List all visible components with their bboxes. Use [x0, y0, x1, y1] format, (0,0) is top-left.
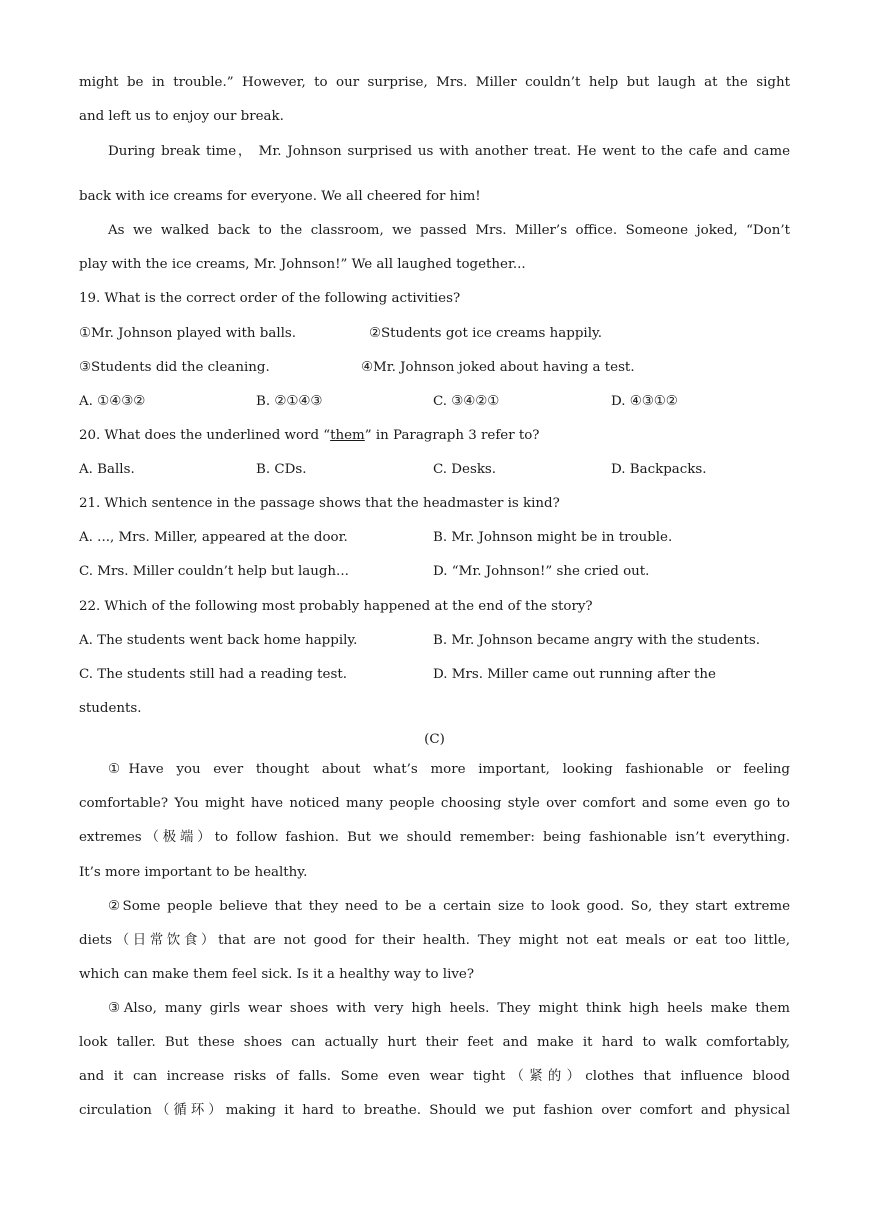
q20-underlined-word: them [330, 428, 365, 443]
passage-c-line: comfortable? You might have noticed many people choosing style over comfort and some even go to [79, 796, 790, 811]
passage-b-line: As we walked back to the classroom, we passed Mrs. Miller’s office. Someone joked, “Don’t [108, 223, 790, 238]
q19-item-2: ②Students got ice creams happily. [369, 326, 603, 341]
q19-option-b: B. ②①④③ [256, 394, 323, 409]
passage-b-line: might be in trouble.” However, to our surprise, Mrs. Miller couldn’t help but laugh at the sight [79, 75, 790, 90]
passage-b-line: back with ice creams for everyone. We all cheered for him! [79, 189, 481, 204]
question-21-stem: 21. Which sentence in the passage shows that the headmaster is kind? [79, 496, 560, 511]
q21-option-b: B. Mr. Johnson might be in trouble. [433, 530, 673, 545]
passage-c-line: diets（日常饮食）that are not good for their health. They might not eat meals or eat too little, [79, 933, 790, 948]
question-19-stem: 19. What is the correct order of the following activities? [79, 291, 461, 306]
q19-option-c: C. ③④②① [433, 394, 500, 409]
passage-c-line: circulation（循环）making it hard to breathe. Should we put fashion over comfort and physical [79, 1103, 790, 1118]
passage-c-line: look taller. But these shoes can actually hurt their feet and make it hard to walk comfortably, [79, 1035, 790, 1050]
q22-option-c: C. The students still had a reading test. [79, 667, 347, 682]
question-22-stem: 22. Which of the following most probably happened at the end of the story? [79, 599, 593, 614]
q21-option-a: A. ..., Mrs. Miller, appeared at the door. [79, 530, 348, 545]
passage-c-line: It’s more important to be healthy. [79, 865, 308, 880]
q19-option-d: D. ④③①② [611, 394, 678, 409]
q21-option-c: C. Mrs. Miller couldn’t help but laugh... [79, 564, 349, 579]
q20-stem-post: ” in Paragraph 3 refer to? [364, 428, 540, 443]
q20-option-c: C. Desks. [433, 462, 497, 477]
q19-option-a: A. ①④③② [79, 394, 146, 409]
passage-b-line: play with the ice creams, Mr. Johnson!” We all laughed together... [79, 257, 526, 272]
q19-item-1: ①Mr. Johnson played with balls. [79, 326, 297, 341]
passage-c-line: ③Also, many girls wear shoes with very high heels. They might think high heels make them [108, 1001, 790, 1016]
passage-c-line: extremes（极端）to follow fashion. But we should remember: being fashionable isn’t everything. [79, 830, 790, 845]
q22-option-d: D. Mrs. Miller came out running after the [433, 667, 716, 682]
q20-stem-pre: 20. What does the underlined word “ [79, 428, 331, 443]
passage-b-line: and left us to enjoy our break. [79, 109, 284, 124]
question-20-stem [79, 427, 790, 445]
passage-c-line: and it can increase risks of falls. Some even wear tight（紧的）clothes that influence blood [79, 1069, 790, 1084]
q22-option-a: A. The students went back home happily. [79, 633, 358, 648]
q21-option-d: D. “Mr. Johnson!” she cried out. [433, 564, 650, 579]
q20-option-d: D. Backpacks. [611, 462, 707, 477]
passage-b-line: During break time， Mr. Johnson surprised us with another treat. He went to the cafe and came [108, 144, 790, 159]
q20-option-a: A. Balls. [79, 462, 135, 477]
q22-option-b: B. Mr. Johnson became angry with the students. [433, 633, 760, 648]
passage-c-line: which can make them feel sick. Is it a healthy way to live? [79, 967, 475, 982]
passage-c-heading: (C) [424, 732, 445, 747]
q19-item-4: ④Mr. Johnson joked about having a test. [361, 360, 635, 375]
q19-item-3: ③Students did the cleaning. [79, 360, 270, 375]
q22-option-d-continued: students. [79, 701, 142, 716]
passage-c-line: ①Have you ever thought about what’s more important, looking fashionable or feeling [108, 762, 790, 777]
q20-option-b: B. CDs. [256, 462, 307, 477]
passage-c-line: ②Some people believe that they need to be a certain size to look good. So, they start extreme [108, 899, 790, 914]
